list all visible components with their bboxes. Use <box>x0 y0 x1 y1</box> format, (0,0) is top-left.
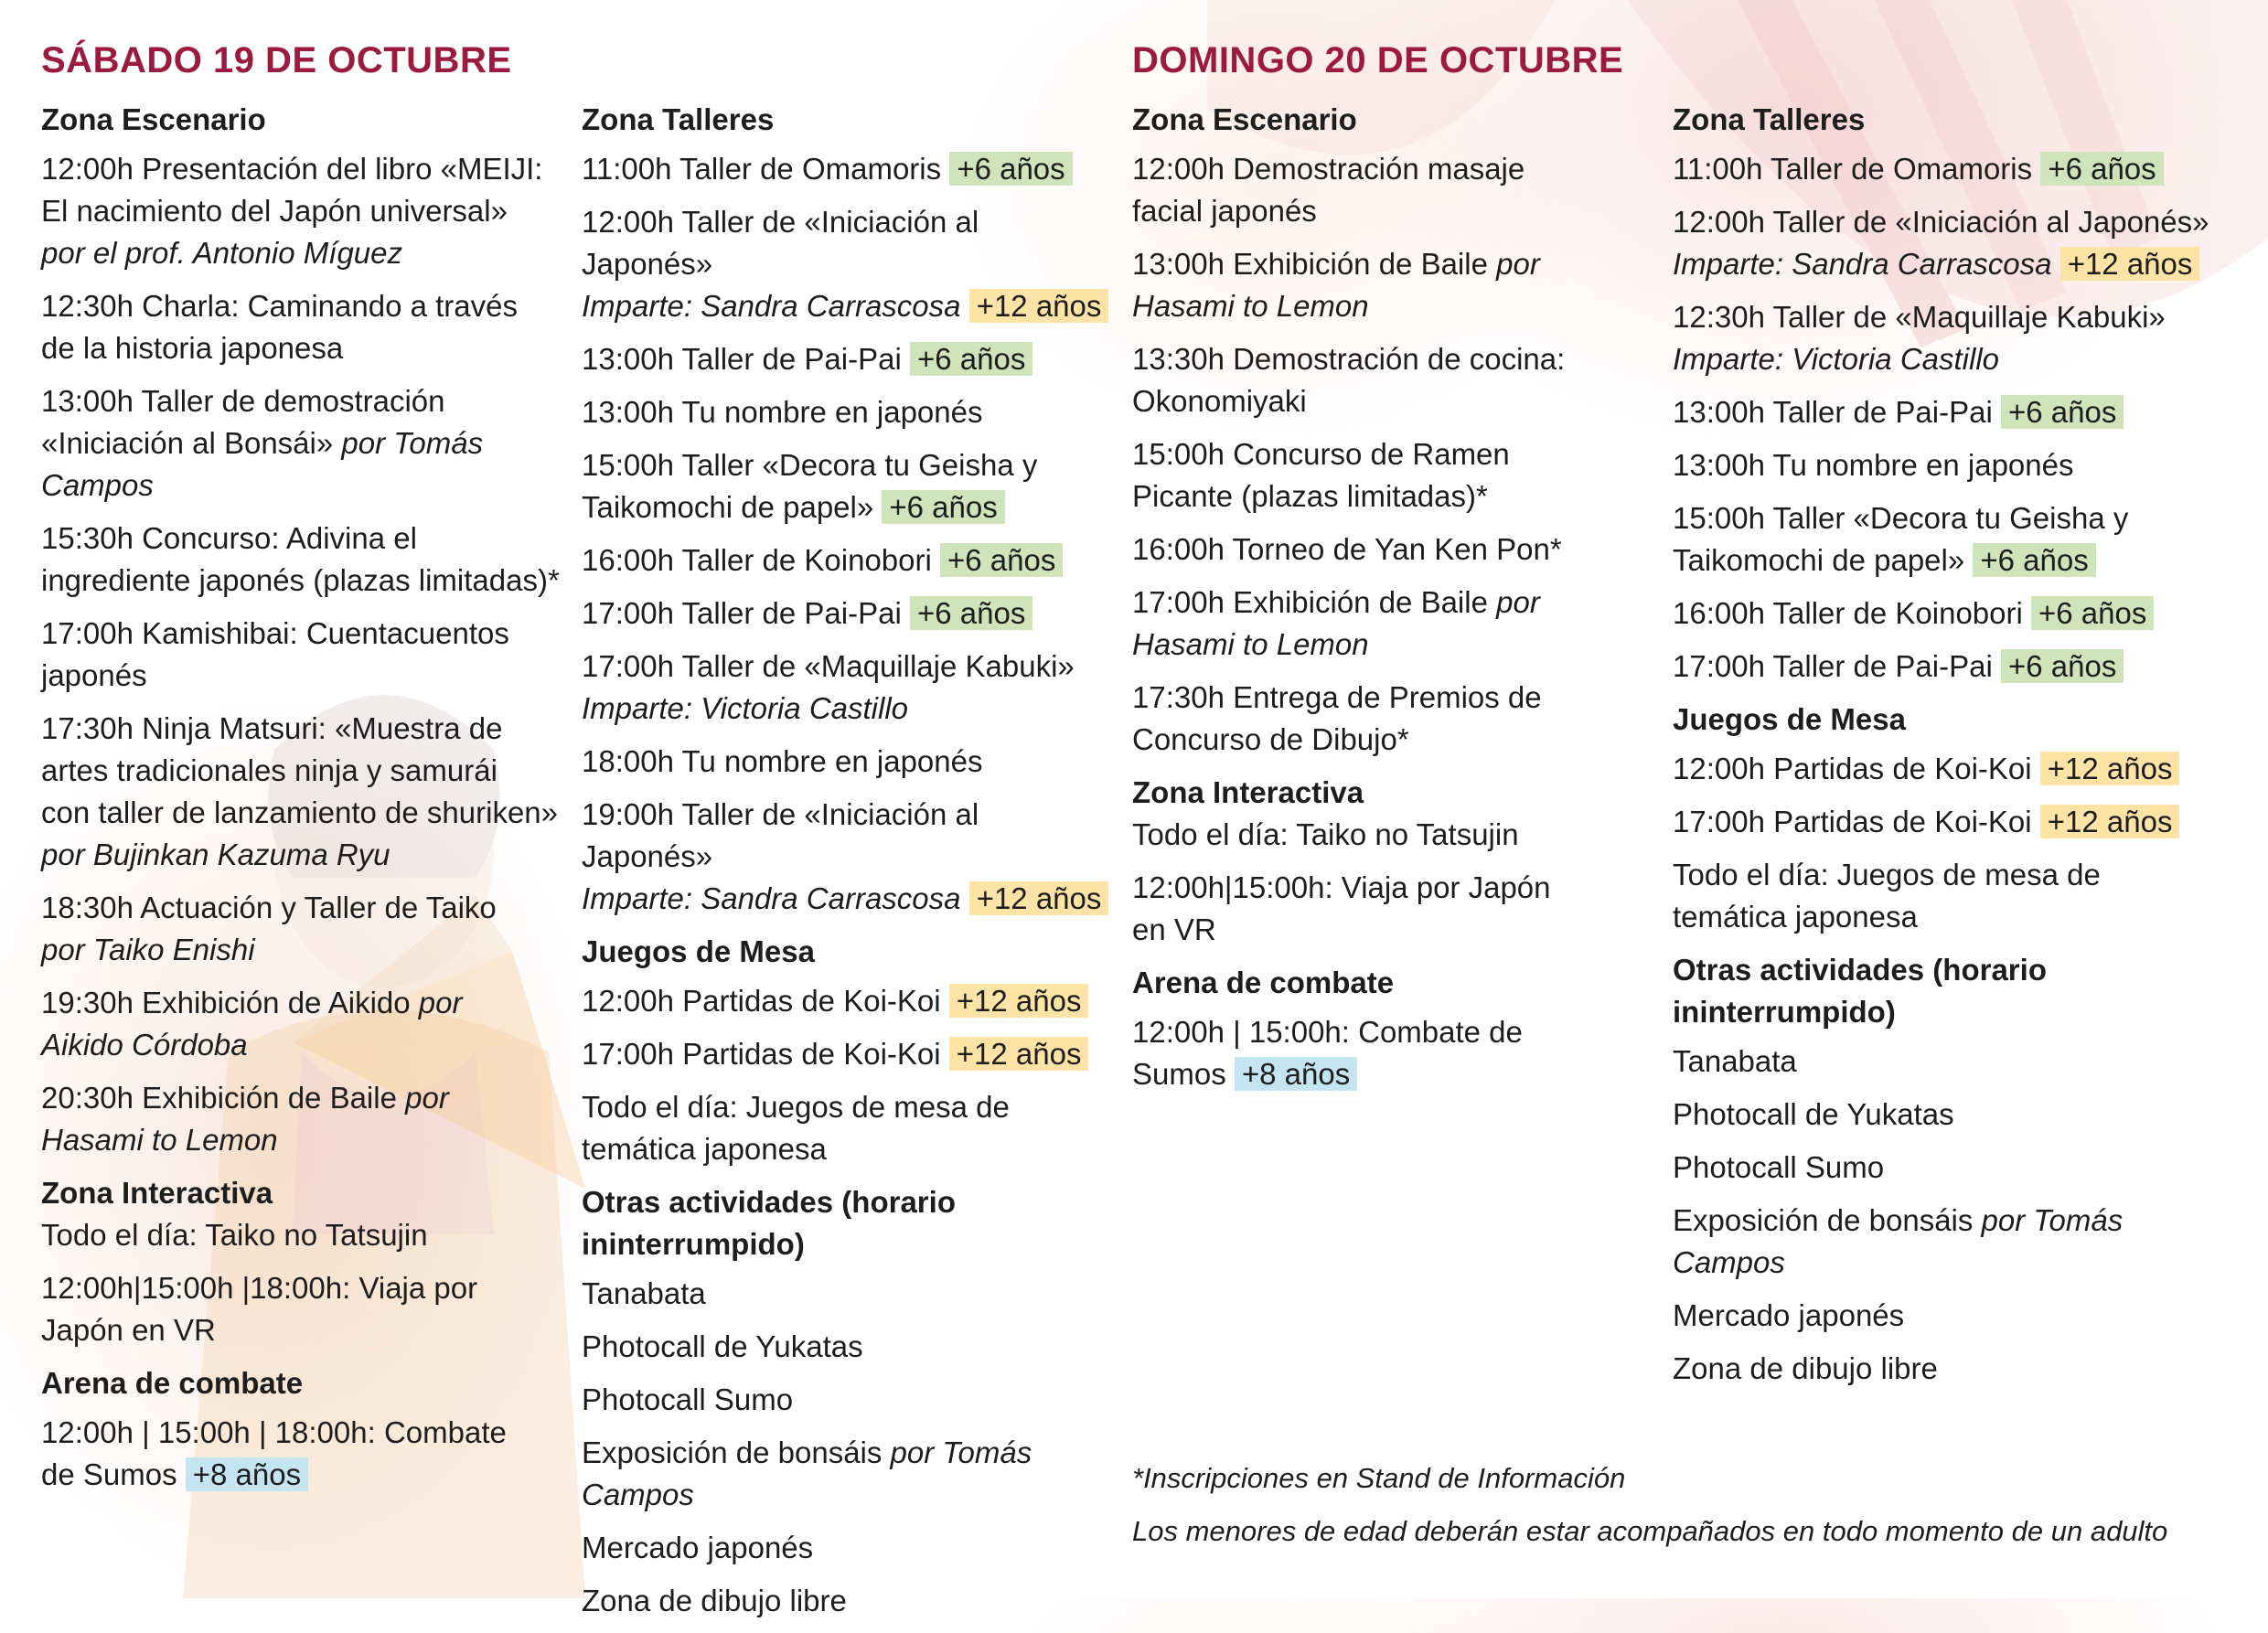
event-item: 12:00h Taller de «Iniciación al Japonés» Imparte: Sandra Carrascosa +12 años <box>1673 205 2209 281</box>
event-item: 19:00h Taller de «Iniciación al Japonés» Imparte: Sandra Carrascosa +12 años <box>582 794 1112 920</box>
age-badge: +12 años <box>949 984 1089 1018</box>
sunday-title: DOMINGO 20 DE OCTUBRE <box>1132 40 1624 80</box>
age-badge: +12 años <box>969 289 1109 323</box>
event-item: 12:00h Presentación del libro «MEIJI: El nacimiento del Japón universal» por el prof. Antonio Míguez <box>41 152 543 270</box>
event-item: 12:00h Demostración masaje facial japonés <box>1132 152 1525 228</box>
event-item: Todo el día: Juegos de mesa de temática japonesa <box>582 1090 1010 1166</box>
age-badge: +12 años <box>2060 247 2200 281</box>
event-item: 17:00h Partidas de Koi-Koi +12 años <box>582 1033 1112 1075</box>
saturday-title: SÁBADO 19 DE OCTUBRE <box>41 40 512 80</box>
age-badge: +6 años <box>910 596 1032 630</box>
event-item: 17:30h Ninja Matsuri: «Muestra de artes tradicionales ninja y samurái con taller de lanzamiento de shuriken» por Bujinkan Kazuma Ryu <box>41 711 559 871</box>
event-item: Todo el día: Taiko no Tatsujin <box>41 1218 428 1252</box>
event-item: 17:00h Taller de Pai-Pai +6 años <box>582 592 1112 635</box>
minors-note: Los menores de edad deberán estar acompañados en todo momento de un adulto <box>1132 1515 2168 1547</box>
event-item: 17:30h Entrega de Premios de Concurso de Dibujo* <box>1132 680 1542 756</box>
event-item: 13:00h Taller de Pai-Pai +6 años <box>582 338 1112 380</box>
zone-heading: Zona Escenario <box>41 102 266 136</box>
registration-note: *Inscripciones en Stand de Información <box>1132 1462 1626 1494</box>
event-item: 12:00h|15:00h: Viaja por Japón en VR <box>1132 870 1551 946</box>
sunday-stage-column <box>1132 99 1663 1106</box>
event-item: Todo el día: Juegos de mesa de temática japonesa <box>1673 858 2101 934</box>
zone-heading: Zona Interactiva <box>41 1176 273 1210</box>
event-item: 18:30h Actuación y Taller de Taiko por Taiko Enishi <box>41 891 497 966</box>
zone-heading: Juegos de Mesa <box>582 934 815 968</box>
event-item: Tanabata <box>1673 1044 1797 1078</box>
event-item: Mercado japonés <box>582 1531 814 1564</box>
event-item: Zona de dibujo libre <box>1673 1351 1938 1385</box>
age-badge: +6 años <box>910 342 1032 376</box>
saturday-workshops-column <box>582 99 1112 1633</box>
event-item: 13:00h Exhibición de Baile por Hasami to Lemon <box>1132 247 1540 323</box>
age-badge: +6 años <box>2040 152 2163 186</box>
age-badge: +8 años <box>186 1457 308 1491</box>
event-item: 17:00h Taller de Pai-Pai +6 años <box>1673 646 2231 688</box>
event-item: Zona de dibujo libre <box>582 1584 847 1617</box>
event-item: 17:00h Kamishibai: Cuentacuentos japonés <box>41 616 509 692</box>
event-item: 17:00h Partidas de Koi-Koi +12 años <box>1673 801 2231 843</box>
age-badge: +6 años <box>940 543 1063 577</box>
event-item: 11:00h Taller de Omamoris +6 años <box>1673 148 2231 190</box>
event-item: 13:00h Tu nombre en japonés <box>1673 448 2074 482</box>
event-item: 17:00h Exhibición de Baile por Hasami to Lemon <box>1132 585 1540 661</box>
event-item: Mercado japonés <box>1673 1298 1905 1332</box>
event-item: 12:00h Taller de «Iniciación al Japonés» Imparte: Sandra Carrascosa +12 años <box>582 201 1112 327</box>
age-badge: +6 años <box>2001 649 2124 683</box>
age-badge: +6 años <box>882 490 1004 524</box>
event-item: 15:00h Taller «Decora tu Geisha y Taikomochi de papel» +6 años <box>582 448 1038 524</box>
event-item: 15:00h Concurso de Ramen Picante (plazas limitadas)* <box>1132 437 1510 513</box>
event-item: 12:00h Partidas de Koi-Koi +12 años <box>582 980 1112 1022</box>
event-item: Exposición de bonsáis por Tomás Campos <box>1673 1203 2124 1279</box>
zone-heading: Zona Interactiva <box>1132 775 1364 809</box>
event-item: Photocall Sumo <box>582 1382 794 1416</box>
event-item: Photocall de Yukatas <box>1673 1097 1954 1131</box>
event-item: 16:00h Taller de Koinobori +6 años <box>1673 592 2231 635</box>
event-item: 17:00h Taller de «Maquillaje Kabuki» Imparte: Victoria Castillo <box>582 649 1075 725</box>
event-item: 15:30h Concurso: Adivina el ingrediente japonés (plazas limitadas)* <box>41 521 560 597</box>
zone-heading: Otras actividades (horario ininterrumpido) <box>1673 953 2047 1029</box>
zone-heading: Zona Talleres <box>582 102 775 136</box>
age-badge: +12 años <box>949 1037 1089 1071</box>
zone-heading: Otras actividades (horario ininterrumpido) <box>582 1185 956 1261</box>
event-item: 12:00h | 15:00h | 18:00h: Combate de Sumos +8 años <box>41 1415 507 1491</box>
zone-heading: Zona Talleres <box>1673 102 1866 136</box>
age-badge: +6 años <box>2001 395 2124 429</box>
event-item: Photocall de Yukatas <box>582 1329 863 1363</box>
event-item: 15:00h Taller «Decora tu Geisha y Taikomochi de papel» +6 años <box>1673 501 2129 577</box>
age-badge: +6 años <box>1973 543 2095 577</box>
event-item: 12:30h Taller de «Maquillaje Kabuki» Imparte: Victoria Castillo <box>1673 300 2166 376</box>
event-item: 13:00h Tu nombre en japonés <box>582 395 983 429</box>
age-badge: +12 años <box>2040 752 2180 785</box>
event-item: 16:00h Taller de Koinobori +6 años <box>582 539 1112 582</box>
age-badge: +12 años <box>969 881 1109 915</box>
zone-heading: Juegos de Mesa <box>1673 702 1906 736</box>
footnotes <box>1132 1457 2248 1564</box>
event-item: 13:00h Taller de Pai-Pai +6 años <box>1673 391 2231 433</box>
event-item: 20:30h Exhibición de Baile por Hasami to Lemon <box>41 1081 449 1157</box>
saturday-stage-column <box>41 99 581 1507</box>
sunday-workshops-column <box>1673 99 2231 1401</box>
event-item: Todo el día: Taiko no Tatsujin <box>1132 817 1519 851</box>
event-item: 13:00h Taller de demostración «Iniciación al Bonsái» por Tomás Campos <box>41 384 484 502</box>
event-item: 18:00h Tu nombre en japonés <box>582 744 983 778</box>
event-item: Tanabata <box>582 1276 706 1310</box>
zone-heading: Zona Escenario <box>1132 102 1357 136</box>
event-item: 13:30h Demostración de cocina: Okonomiyaki <box>1132 342 1566 418</box>
event-item: 19:30h Exhibición de Aikido por Aikido Córdoba <box>41 986 463 1062</box>
zone-heading: Arena de combate <box>1132 966 1395 999</box>
event-item: 11:00h Taller de Omamoris +6 años <box>582 148 1112 190</box>
age-badge: +6 años <box>949 152 1072 186</box>
event-item: 12:00h | 15:00h: Combate de Sumos +8 años <box>1132 1015 1523 1091</box>
event-item: Exposición de bonsáis por Tomás Campos <box>582 1436 1032 1511</box>
zone-heading: Arena de combate <box>41 1366 304 1400</box>
event-item: 12:00h Partidas de Koi-Koi +12 años <box>1673 748 2231 790</box>
event-item: 16:00h Torneo de Yan Ken Pon* <box>1132 532 1562 566</box>
event-item: 12:30h Charla: Caminando a través de la historia japonesa <box>41 289 518 365</box>
age-badge: +8 años <box>1235 1057 1357 1091</box>
event-item: 12:00h|15:00h |18:00h: Viaja por Japón en VR <box>41 1271 478 1347</box>
event-item: Photocall Sumo <box>1673 1150 1885 1184</box>
age-badge: +6 años <box>2031 596 2154 630</box>
age-badge: +12 años <box>2040 805 2180 838</box>
